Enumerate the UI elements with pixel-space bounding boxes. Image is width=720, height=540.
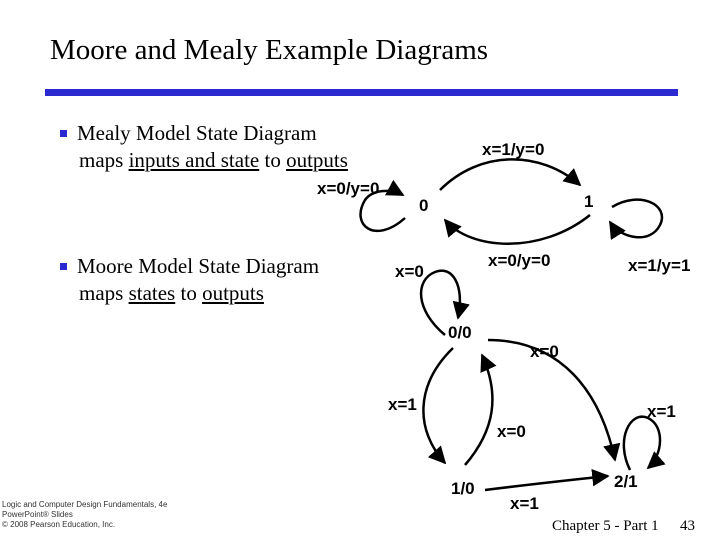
- book-credit: [2, 500, 167, 530]
- moore-self-loop-21: [624, 417, 660, 470]
- mealy-self-loop-1: [610, 200, 662, 238]
- moore-state-10: 1/0: [451, 479, 475, 498]
- moore-outputs: outputs: [202, 281, 264, 305]
- mealy-trans-label-0: x=1/y=0: [482, 140, 545, 159]
- mealy-state-1: 1: [584, 192, 594, 211]
- moore-states: states: [128, 281, 176, 305]
- moore-trans-label-1: x=0: [530, 342, 559, 361]
- book-slides-note: PowerPoint® Slides: [2, 510, 73, 519]
- moore-state-21: 2/1: [614, 472, 638, 491]
- moore-trans-label-3: x=0: [497, 422, 526, 441]
- mealy-outputs: outputs: [286, 148, 348, 172]
- book-copyright: © 2008 Pearson Education, Inc.: [2, 520, 116, 529]
- mealy-edge-1-0: [445, 215, 590, 244]
- mealy-line1: Mealy Model State Diagram: [77, 121, 317, 145]
- moore-diagram: [388, 262, 676, 513]
- mealy-trans-label-2: x=0/y=0: [488, 251, 551, 270]
- moore-trans-label-2: x=1: [388, 395, 417, 414]
- mealy-state-0: 0: [419, 196, 429, 215]
- mealy-line2-mid: to: [259, 148, 287, 172]
- book-title: Logic and Computer Design Fundamentals, 4e: [2, 500, 168, 509]
- moore-trans-label-5: x=1: [510, 494, 539, 513]
- page-title: Moore and Mealy Example Diagrams: [50, 34, 489, 66]
- moore-edge-00-10: [423, 348, 453, 463]
- moore-line2-pre: maps: [79, 281, 129, 305]
- chapter-label: Chapter 5 - Part 1: [552, 518, 659, 534]
- moore-state-00: 0/0: [448, 323, 472, 342]
- moore-edge-10-00: [465, 355, 492, 465]
- moore-line1: Moore Model State Diagram: [77, 254, 320, 278]
- page-number: 43: [680, 518, 695, 534]
- mealy-edge-0-1: [440, 159, 580, 190]
- mealy-line2-pre: maps: [79, 148, 129, 172]
- moore-trans-label-4: x=1: [647, 402, 676, 421]
- mealy-inputs-state: inputs and state: [128, 148, 260, 172]
- mealy-trans-label-1: x=0/y=0: [317, 179, 380, 198]
- moore-edge-10-21: [485, 476, 608, 490]
- mealy-diagram: [317, 140, 690, 275]
- moore-line2-mid: to: [175, 281, 203, 305]
- moore-trans-label-0: x=0: [395, 262, 424, 281]
- mealy-trans-label-3: x=1/y=1: [628, 256, 691, 275]
